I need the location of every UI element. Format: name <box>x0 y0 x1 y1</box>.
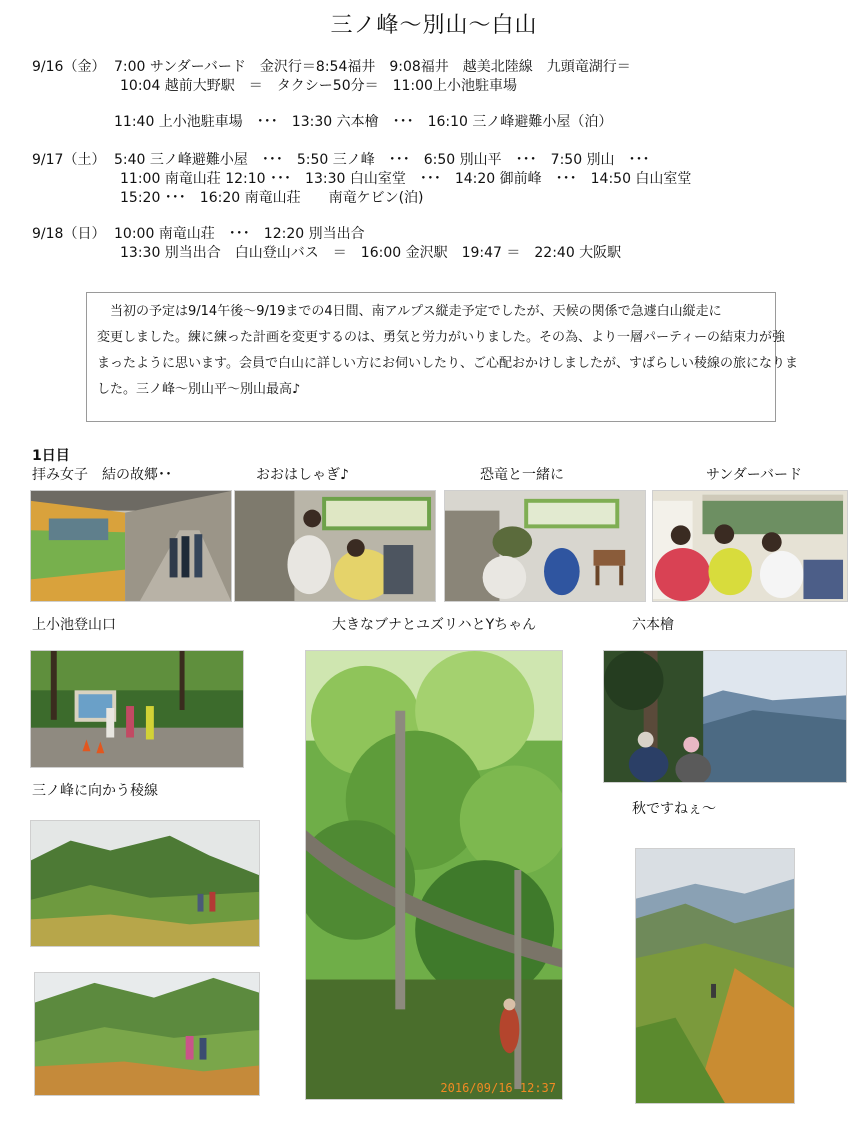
photo-autumn-slope <box>635 848 795 1104</box>
caption-dinosaur-photo: 恐竜と一緒に <box>480 467 564 483</box>
caption-roppongi-photo: 六本檜 <box>632 617 674 633</box>
caption-autumn-photo: 秋ですねぇ～ <box>632 801 716 817</box>
photo-station-platform <box>30 490 232 602</box>
schedule-day-3: 9/18（日） <box>32 226 106 242</box>
photo-ridge-1 <box>30 820 260 947</box>
schedule-line: 15:20 ･･･ 16:20 南竜山荘 南竜ケビン(泊) <box>120 190 424 206</box>
caption-ridge-photo: 三ノ峰に向かう稜線 <box>32 783 158 799</box>
summary-line: した。三ノ峰～別山平～別山最高♪ <box>97 382 301 397</box>
schedule-line: 5:40 三ノ峰避難小屋 ･･･ 5:50 三ノ峰 ･･･ 6:50 別山平 ･･･ 7:50 別山 ･･･ <box>114 152 650 168</box>
schedule-line: 10:04 越前大野駅 ＝ タクシー50分＝ 11:00上小池駐車場 <box>120 78 517 94</box>
schedule-day-1: 9/16（金） <box>32 59 106 75</box>
schedule-line: 7:00 サンダーバード 金沢行＝8:54福井 9:08福井 越美北陸線 九頭竜湖行＝ <box>114 59 631 75</box>
page-title: 三ノ峰～別山～白山 <box>330 13 538 38</box>
photo-train-interior <box>652 490 848 602</box>
summary-line: 変更しました。練に練った計画を変更するのは、勇気と労力がいりました。その為、より一層パーティーの結束力が強 <box>97 330 785 345</box>
photo-ridge-2 <box>34 972 260 1096</box>
schedule-day-2: 9/17（土） <box>32 152 106 168</box>
summary-line: 当初の予定は9/14午後～9/19までの4日間、南アルプス縦走予定でしたが、天候の関係で急遽白山縦走に <box>110 304 722 319</box>
schedule-line: 10:00 南竜山荘 ･･･ 12:20 別当出合 <box>114 226 365 242</box>
caption-station-photo: 拝み女子 結の故郷･･ <box>32 467 172 483</box>
photo-excited-group <box>234 490 436 602</box>
photo-roppongi <box>603 650 847 783</box>
schedule-line: 13:30 別当出合 白山登山バス ＝ 16:00 金沢駅 19:47 ＝ 22:40 大阪駅 <box>120 245 622 261</box>
summary-line: まったように思います。会員で白山に詳しい方にお伺いしたり、ご心配おかけしましたが、すばらしい稜線の旅になりま <box>97 356 798 371</box>
caption-beech-photo: 大きなブナとユズリハとYちゃん <box>332 617 537 633</box>
schedule-line: 11:00 南竜山荘 12:10 ･･･ 13:30 白山室堂 ･･･ 14:20 御前峰 ･･･ 14:50 白山室堂 <box>120 171 692 187</box>
photo-timestamp: 2016/09/16 12:37 <box>440 1081 556 1095</box>
caption-trailhead-photo: 上小池登山口 <box>32 617 116 633</box>
schedule-line: 11:40 上小池駐車場 ･･･ 13:30 六本檜 ･･･ 16:10 三ノ峰避難小屋（泊） <box>114 114 613 130</box>
photo-trailhead <box>30 650 244 768</box>
day1-heading: 1日目 <box>32 448 70 464</box>
photo-beech-tree <box>305 650 563 1100</box>
caption-excited-photo: おおはしゃぎ♪ <box>256 467 349 483</box>
photo-dinosaur <box>444 490 646 602</box>
caption-train-photo: サンダーバード <box>706 467 803 483</box>
summary-box <box>86 292 798 422</box>
